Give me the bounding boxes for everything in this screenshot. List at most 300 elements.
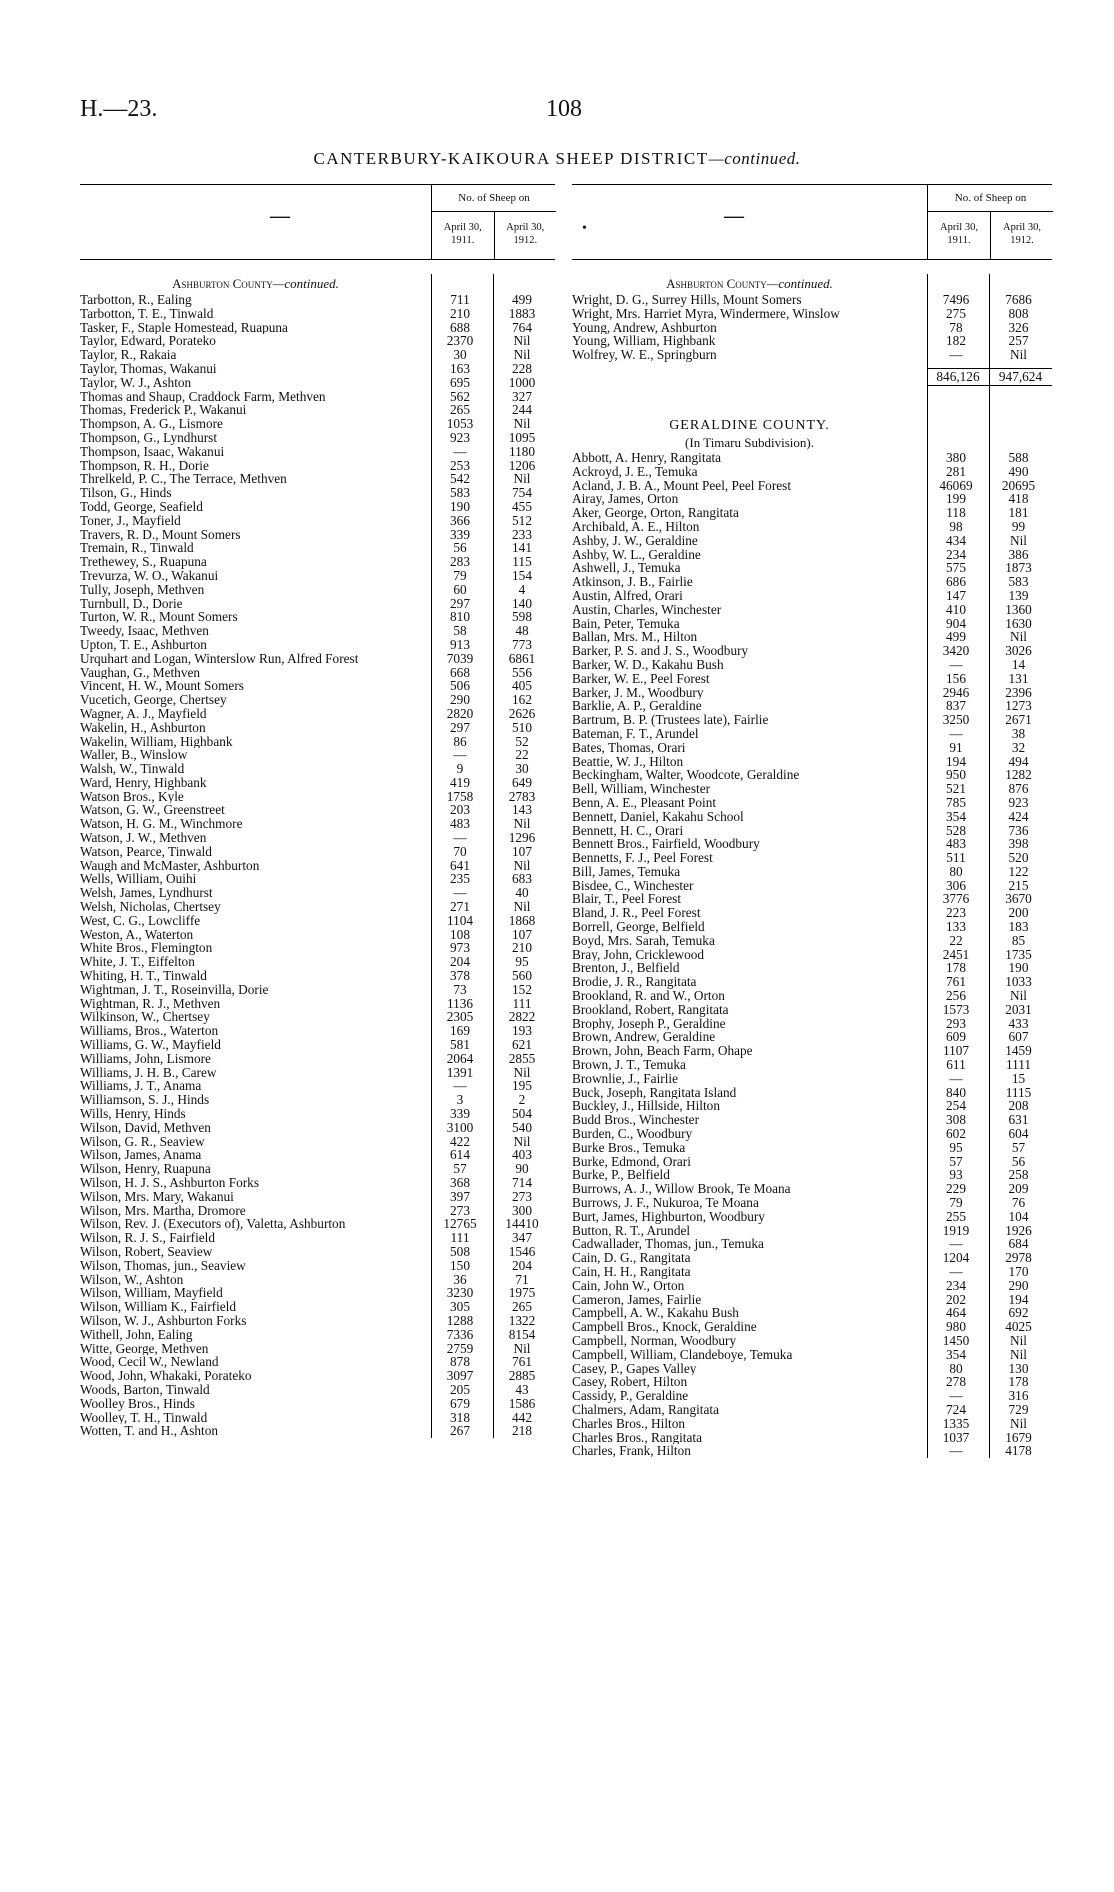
- sheep-1911: 79: [453, 567, 467, 583]
- owner-name: Airay, James, Orton: [572, 492, 679, 507]
- sheep-1911: 3250: [942, 712, 970, 728]
- sheep-1912: 8154: [508, 1326, 536, 1342]
- owner-name: Taylor, W. J., Ashton: [80, 375, 192, 390]
- owner-name: Bisdee, C., Winchester: [572, 878, 694, 893]
- owner-name: Bennett, Daniel, Kakahu School: [572, 809, 744, 824]
- section-continued: —continued.: [766, 276, 833, 291]
- owner-name: Brown, Andrew, Geraldine: [572, 1030, 716, 1045]
- sheep-1912: 48: [515, 623, 529, 639]
- table-row: [80, 321, 555, 335]
- left-table: [80, 184, 555, 1438]
- sheep-1911: 583: [450, 485, 470, 501]
- sheep-1911: 57: [949, 1153, 963, 1169]
- owner-name: Barker, J. M., Woodbury: [572, 685, 704, 700]
- owner-name: Burke Bros., Temuka: [572, 1140, 686, 1155]
- section-name: Ashburton County: [172, 276, 273, 291]
- owner-name: Beckingham, Walter, Woodcote, Geraldine: [572, 768, 800, 783]
- owner-name: Budd Bros., Winchester: [572, 1113, 700, 1128]
- table-row: [80, 1300, 555, 1314]
- sheep-1912: 183: [1008, 919, 1029, 935]
- sheep-1911: 255: [946, 1208, 966, 1224]
- sheep-1911: —: [949, 1236, 963, 1252]
- owner-name: Ballan, Mrs. M., Hilton: [572, 630, 698, 645]
- table-row: [572, 755, 1052, 769]
- table-row: [572, 1375, 1052, 1389]
- owner-name: Ashby, W. L., Geraldine: [572, 547, 701, 562]
- owner-name: Bell, William, Winchester: [572, 782, 711, 796]
- sheep-1912: 556: [512, 664, 532, 680]
- sheep-1912: 193: [512, 1023, 532, 1039]
- sheep-1912: 1273: [1005, 698, 1032, 714]
- table-row: [572, 796, 1052, 810]
- table-row: [80, 403, 555, 417]
- sheep-1911: 281: [946, 463, 966, 479]
- sheep-1912: 107: [512, 926, 532, 942]
- table-row: [572, 892, 1052, 906]
- owner-name: Welsh, James, Lyndhurst: [80, 886, 213, 901]
- table-row: [572, 1058, 1052, 1072]
- sheep-1911: 12765: [443, 1216, 477, 1232]
- table-row: [80, 528, 555, 542]
- sheep-1912: 190: [1008, 960, 1029, 976]
- table-row: [80, 1411, 555, 1425]
- table-row: [572, 865, 1052, 879]
- sheep-1912: 499: [512, 292, 532, 307]
- sheep-1911: 108: [450, 926, 470, 942]
- table-row: [572, 603, 1052, 617]
- sheep-1912: 1883: [508, 305, 536, 321]
- table-row: [572, 658, 1052, 672]
- sheep-1912: 1459: [1005, 1043, 1032, 1059]
- sheep-1912: Nil: [513, 899, 531, 915]
- sheep-1911: 1758: [446, 788, 474, 804]
- owner-name: Wilson, James, Anama: [80, 1148, 202, 1163]
- owner-name: Burke, Edmond, Orari: [572, 1154, 691, 1169]
- sheep-1912: Nil: [1010, 532, 1027, 548]
- table-row: [572, 934, 1052, 948]
- owner-name: Threlkeld, P. C., The Terrace, Methven: [80, 472, 287, 487]
- sheep-1911: 1136: [446, 995, 474, 1011]
- table-row: [572, 1017, 1052, 1031]
- col-1912-header: April 30, 1912.: [494, 212, 557, 259]
- sheep-1912: 398: [1008, 836, 1029, 852]
- table-row: [572, 920, 1052, 934]
- table-row: [572, 1320, 1052, 1334]
- owner-name: Barker, W. E., Peel Forest: [572, 671, 710, 686]
- sheep-1912: 424: [1008, 808, 1029, 824]
- table-row: [572, 617, 1052, 631]
- table-row: [80, 886, 555, 900]
- table-row: [572, 1444, 1052, 1458]
- table-row: [80, 693, 555, 707]
- sheep-1911: 86: [453, 733, 467, 749]
- sheep-1911: 581: [450, 1037, 470, 1053]
- owner-name: Boyd, Mrs. Sarah, Temuka: [572, 933, 715, 948]
- sheep-1912: 1115: [1005, 1084, 1032, 1100]
- owner-name: Wilson, William K., Fairfield: [80, 1300, 237, 1314]
- sheep-count-header: [927, 185, 1053, 259]
- sheep-1912: 1735: [1005, 946, 1032, 962]
- sheep-1911: 278: [946, 1374, 966, 1390]
- owner-name: Waller, B., Winslow: [80, 748, 188, 763]
- sheep-1912: 433: [1008, 1015, 1029, 1031]
- sheep-1912: 22: [515, 747, 529, 763]
- sheep-1911: 275: [946, 305, 966, 321]
- table-row: [80, 748, 555, 762]
- table-row: [80, 459, 555, 473]
- table-row: [80, 721, 555, 735]
- table-row: [572, 782, 1052, 796]
- sheep-1911: 7336: [446, 1326, 474, 1342]
- owner-name: Cain, D. G., Rangitata: [572, 1251, 691, 1265]
- table-row: [572, 741, 1052, 755]
- sheep-1912: 1033: [1005, 974, 1032, 990]
- table-row: [80, 928, 555, 942]
- sheep-1911: 203: [450, 802, 470, 818]
- owner-name: Young, Andrew, Ashburton: [572, 320, 717, 335]
- table-row: [80, 1231, 555, 1245]
- table-row: [572, 975, 1052, 989]
- owner-name: Trevurza, W. O., Wakanui: [80, 568, 219, 583]
- table-row: [80, 914, 555, 928]
- table-row: [80, 348, 555, 362]
- sheep-1912: 99: [1011, 518, 1026, 534]
- owner-name: Tremain, R., Tinwald: [80, 541, 194, 556]
- owner-name: Ashby, J. W., Geraldine: [572, 533, 698, 548]
- owner-name: Thompson, G., Lyndhurst: [80, 430, 218, 445]
- table-row: [572, 1279, 1052, 1293]
- owner-name: Weston, A., Waterton: [80, 927, 194, 942]
- owner-name: Turnbull, D., Dorie: [80, 596, 183, 611]
- table-row: [572, 1030, 1052, 1044]
- sheep-1911: 305: [450, 1299, 470, 1315]
- sheep-1911: 229: [946, 1181, 966, 1197]
- sheep-1912: 2: [518, 1092, 526, 1108]
- table-row: [572, 1113, 1052, 1127]
- sheep-1912: 215: [1008, 877, 1029, 893]
- table-row: [80, 845, 555, 859]
- table-row: [572, 506, 1052, 520]
- sheep-1912: 32: [1011, 739, 1026, 755]
- sheep-1912: Nil: [1010, 1346, 1027, 1362]
- owner-name: Tarbotton, R., Ealing: [80, 293, 192, 307]
- right-table: [572, 184, 1052, 1458]
- sheep-1912: 729: [1008, 1401, 1029, 1417]
- sheep-1911: 235: [450, 871, 470, 887]
- table-row: [80, 679, 555, 693]
- sheep-1912: 1868: [508, 912, 536, 928]
- sheep-1911: 46069: [939, 477, 973, 493]
- sheep-1912: Nil: [513, 816, 531, 832]
- sheep-header-title: No. of Sheep on: [928, 185, 1053, 212]
- sheep-1911: 256: [946, 988, 966, 1004]
- table-row: [80, 638, 555, 652]
- owner-name: Campbell, William, Clandeboye, Temuka: [572, 1347, 793, 1362]
- owner-name: White, J. T., Eiffelton: [80, 955, 195, 970]
- sheep-1912: 130: [1008, 1360, 1029, 1376]
- table-row: [80, 1204, 555, 1218]
- owner-name: Campbell, Norman, Woodbury: [572, 1333, 737, 1348]
- sheep-1911: 2759: [446, 1340, 474, 1356]
- sheep-1912: 4025: [1005, 1319, 1032, 1335]
- sheep-1911: 70: [453, 843, 467, 859]
- sheep-1911: 695: [450, 374, 470, 390]
- sheep-1911: 73: [453, 981, 467, 997]
- sheep-1912: 588: [1008, 449, 1029, 465]
- sheep-1912: 923: [1008, 794, 1029, 810]
- owner-name: Casey, P., Gapes Valley: [572, 1361, 697, 1376]
- sheep-1912: 736: [1008, 822, 1029, 838]
- sheep-1912: 512: [512, 512, 532, 528]
- table-row: [80, 803, 555, 817]
- sheep-1912: 1630: [1005, 615, 1032, 631]
- owner-name: Bray, John, Cricklewood: [572, 947, 705, 962]
- sheep-1912: 111: [512, 995, 532, 1011]
- table-row: [572, 589, 1052, 603]
- sheep-1911: 297: [450, 719, 470, 735]
- table-row: [80, 1383, 555, 1397]
- sheep-1912: 76: [1011, 1195, 1026, 1211]
- sheep-1911: 2820: [446, 705, 474, 721]
- sheep-1911: 434: [946, 532, 966, 548]
- sheep-1912: 20695: [1001, 477, 1036, 493]
- table-row: [572, 1237, 1052, 1251]
- sheep-1911: 308: [946, 1112, 966, 1128]
- table-row: [572, 334, 1052, 348]
- section-continued: —continued.: [272, 276, 339, 291]
- sheep-1911: 111: [450, 1230, 470, 1246]
- table-row: [572, 1141, 1052, 1155]
- table-row: [572, 1168, 1052, 1182]
- table-row: [80, 817, 555, 831]
- sheep-1911: 271: [450, 899, 470, 915]
- sheep-1911: 542: [450, 471, 470, 487]
- sheep-1912: 15: [1011, 1070, 1026, 1086]
- sheep-1912: 560: [512, 968, 532, 984]
- sheep-1912: 71: [515, 1271, 529, 1287]
- sheep-1912: 178: [1008, 1374, 1029, 1390]
- sheep-1911: 60: [453, 581, 467, 597]
- sheep-1911: 91: [949, 739, 963, 755]
- table-row: [572, 948, 1052, 962]
- sheep-1911: 182: [946, 333, 966, 349]
- owner-name: Burrows, A. J., Willow Brook, Te Moana: [572, 1182, 791, 1197]
- sheep-count-header: [431, 185, 556, 259]
- sheep-1911: 78: [949, 319, 963, 335]
- sheep-1911: 913: [450, 636, 470, 652]
- sheep-1912: 2855: [508, 1050, 536, 1066]
- table-row: [572, 451, 1052, 465]
- sheep-1911: 3097: [446, 1368, 474, 1384]
- table-row: [572, 1417, 1052, 1431]
- table-row: [80, 624, 555, 638]
- total-1911: 846,126: [927, 368, 989, 386]
- sheep-1911: 397: [450, 1188, 470, 1204]
- owner-name: Wotten, T. and H., Ashton: [80, 1424, 219, 1439]
- sheep-1911: 679: [450, 1395, 470, 1411]
- sheep-1912: 1000: [508, 374, 536, 390]
- table-row: [80, 1093, 555, 1107]
- owner-name: Woolley, T. H., Tinwald: [80, 1410, 208, 1425]
- sheep-1911: 3776: [942, 891, 970, 907]
- owner-name: Abbott, A. Henry, Rangitata: [572, 450, 722, 465]
- sheep-1911: 118: [946, 505, 966, 521]
- table-row: [572, 1293, 1052, 1307]
- table-row: [80, 1217, 555, 1231]
- section-name: Ashburton County: [666, 276, 767, 291]
- owner-name: Whiting, H. T., Tinwald: [80, 969, 207, 983]
- sheep-1912: 131: [1008, 670, 1029, 686]
- sheep-1912: 1095: [508, 429, 536, 445]
- table-row: [80, 1176, 555, 1190]
- owner-name: Atkinson, J. B., Fairlie: [572, 575, 693, 589]
- table-row: [572, 1334, 1052, 1348]
- owner-name: Cain, John W., Orton: [572, 1278, 685, 1293]
- owner-name: Cain, H. H., Rangitata: [572, 1265, 691, 1279]
- total-row: [572, 368, 1052, 386]
- owner-name: Cadwallader, Thomas, jun., Temuka: [572, 1237, 764, 1252]
- sheep-1911: 273: [450, 1202, 470, 1218]
- sheep-1912: Nil: [513, 857, 531, 873]
- sheep-1912: 773: [512, 636, 532, 652]
- sheep-1911: —: [453, 1078, 467, 1094]
- sheep-1912: 1873: [1005, 560, 1032, 576]
- sheep-1912: 7686: [1005, 292, 1032, 307]
- table-row: [80, 417, 555, 431]
- sheep-1911: 980: [946, 1319, 966, 1335]
- sheep-1912: 714: [512, 1175, 532, 1190]
- sheep-1911: 254: [946, 1098, 966, 1114]
- owner-name: Thompson, R. H., Dorie: [80, 458, 209, 473]
- owner-name: Watson, H. G. M., Winchmore: [80, 817, 243, 832]
- sheep-1911: 178: [946, 960, 966, 976]
- bullet-mark: •: [582, 221, 587, 236]
- sheep-1912: 3026: [1005, 643, 1032, 659]
- sheep-1912: 95: [515, 954, 529, 970]
- col-1911-header: April 30, 1911.: [940, 222, 978, 246]
- owner-name: Charles Bros., Hilton: [572, 1416, 686, 1431]
- table-row: [80, 514, 555, 528]
- table-row: [80, 293, 555, 307]
- owner-name: Withell, John, Ealing: [80, 1327, 193, 1342]
- owner-name: Campbell Bros., Knock, Geraldine: [572, 1320, 757, 1334]
- sheep-1911: 58: [453, 623, 467, 639]
- sheep-1911: 422: [450, 1133, 470, 1149]
- sheep-1911: 1107: [942, 1043, 970, 1059]
- sheep-1911: —: [949, 1264, 963, 1279]
- sheep-1911: —: [949, 725, 963, 741]
- sheep-1912: 170: [1008, 1264, 1029, 1279]
- owner-name: Taylor, Edward, Porateko: [80, 334, 216, 349]
- owner-name: Campbell, A. W., Kakahu Bush: [572, 1306, 739, 1321]
- sheep-1911: 562: [450, 388, 470, 404]
- sheep-1911: 511: [946, 850, 966, 866]
- owner-name: Vucetich, George, Chertsey: [80, 693, 227, 707]
- table-row: [80, 969, 555, 983]
- sheep-1911: 686: [946, 574, 966, 590]
- table-row: [572, 1224, 1052, 1238]
- sheep-1912: 418: [1008, 491, 1029, 507]
- owner-name: Wood, John, Whakaki, Porateko: [80, 1369, 252, 1383]
- title-continued: —continued.: [708, 149, 801, 168]
- sheep-1911: 2946: [942, 684, 970, 700]
- table-row: [80, 666, 555, 680]
- table-row: [80, 1135, 555, 1149]
- sheep-1912: 300: [512, 1202, 532, 1218]
- table-row: [572, 699, 1052, 713]
- owner-name: Brophy, Joseph P., Geraldine: [572, 1016, 726, 1031]
- sheep-1911: 1335: [942, 1415, 970, 1431]
- sheep-1911: 147: [946, 587, 966, 603]
- table-row: [80, 583, 555, 597]
- owner-name: Wilson, H. J. S., Ashburton Forks: [80, 1176, 259, 1190]
- table-row: [572, 1210, 1052, 1224]
- sheep-1912: 6861: [508, 650, 536, 666]
- sheep-1912: 208: [1008, 1098, 1029, 1114]
- sheep-1912: 4: [518, 581, 526, 597]
- table-row: [80, 1245, 555, 1259]
- sheep-1912: 85: [1011, 932, 1026, 948]
- sheep-1911: 163: [450, 360, 470, 376]
- sheep-1911: 95: [949, 1139, 963, 1155]
- table-row: [572, 672, 1052, 686]
- table-row: [80, 597, 555, 611]
- sheep-1912: Nil: [1010, 1332, 1027, 1348]
- sheep-1911: 724: [946, 1401, 966, 1417]
- table-row: [572, 1348, 1052, 1362]
- owner-name: Ackroyd, J. E., Temuka: [572, 464, 698, 479]
- owner-name: Wills, Henry, Hinds: [80, 1107, 186, 1121]
- owner-name: Barker, W. D., Kakahu Bush: [572, 657, 724, 672]
- table-row: [572, 548, 1052, 562]
- owner-name: Cameron, James, Fairlie: [572, 1292, 702, 1307]
- table-row: [572, 1127, 1052, 1141]
- sheep-1911: 205: [450, 1381, 470, 1397]
- owner-name: Brookland, R. and W., Orton: [572, 989, 725, 1003]
- owner-name: Tweedy, Isaac, Methven: [80, 624, 209, 638]
- table-row: [80, 431, 555, 445]
- owner-name: Aker, George, Orton, Rangitata: [572, 506, 739, 520]
- table-row: [80, 486, 555, 500]
- owner-name: West, C. G., Lowcliffe: [80, 913, 201, 928]
- sheep-1911: —: [453, 885, 467, 901]
- sheep-1912: Nil: [513, 471, 531, 487]
- owner-name: Watson, J. W., Methven: [80, 831, 207, 845]
- owner-name: Wilson, Thomas, jun., Seaview: [80, 1258, 246, 1273]
- owner-name: Tilson, G., Hinds: [80, 486, 172, 500]
- sheep-1911: 840: [946, 1084, 966, 1100]
- table-row: [572, 1086, 1052, 1100]
- table-row: [572, 879, 1052, 893]
- sheep-1912: 876: [1008, 781, 1029, 797]
- sheep-1912: 154: [512, 567, 532, 583]
- sheep-1912: Nil: [1010, 988, 1027, 1004]
- sheep-1911: 150: [450, 1257, 470, 1273]
- owner-name: Tasker, F., Staple Homestead, Ruapuna: [80, 320, 288, 335]
- sheep-1912: Nil: [513, 347, 531, 363]
- table-row: [80, 872, 555, 886]
- owner-name: Cassidy, P., Geraldine: [572, 1389, 689, 1403]
- table-row: [80, 1369, 555, 1383]
- sheep-1912: 2978: [1005, 1250, 1032, 1266]
- sheep-1912: 1586: [508, 1395, 536, 1411]
- owner-name: White Bros., Flemington: [80, 941, 213, 956]
- sheep-1912: 104: [1008, 1208, 1029, 1224]
- owner-name: Wilson, Mrs. Mary, Wakanui: [80, 1189, 234, 1204]
- sheep-1912: 56: [1011, 1153, 1026, 1169]
- owner-name: Wood, Cecil W., Newland: [80, 1355, 219, 1370]
- table-row: [572, 348, 1052, 362]
